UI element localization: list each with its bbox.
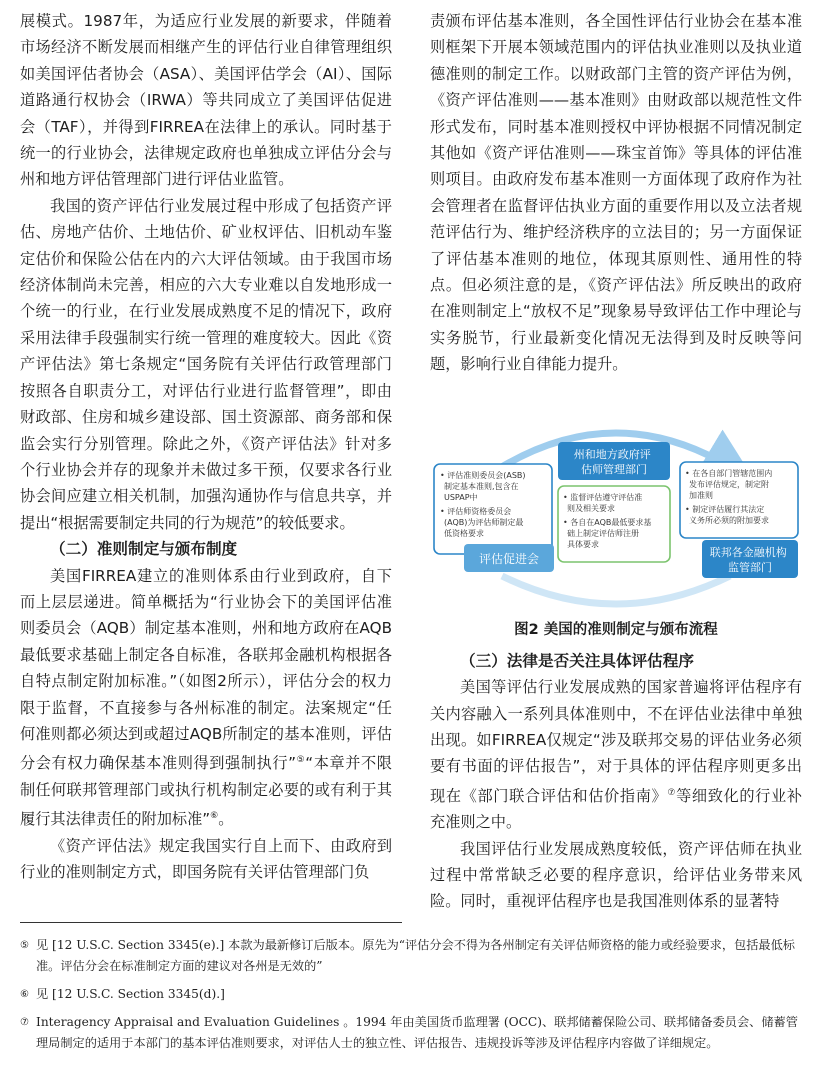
box1-line-3: USPAP中 bbox=[444, 492, 478, 502]
footnote-ref-7: ⑦ bbox=[667, 787, 677, 798]
right-column bbox=[430, 8, 802, 915]
footnote-ref-5: ⑤ bbox=[296, 755, 306, 766]
box3-line-1: • 在各自部门管辖范围内 bbox=[685, 468, 773, 478]
flow-diagram bbox=[430, 406, 802, 614]
footnote-5 bbox=[20, 935, 802, 977]
box1-line-4: • 评估师资格委员会 bbox=[440, 506, 512, 516]
box3-line-2: 发布评估规定，制定附 bbox=[689, 479, 769, 489]
section-heading-3: （三）法律是否关注具体评估程序 bbox=[460, 651, 694, 670]
left-paragraph-2: 我国的资产评估行业发展过程中形成了包括资产评估、房地产估价、土地估价、矿业权评估、旧机动车鉴定估价和保险公估在内的六大评估领域。由于我国市场经济体制尚未完善，相应的六大专业难以自发地形成一个统一的行业，在行业发展成熟度不足的情况下，政府采用法律手段强制实行统一管理的难度较大。因此《资产评估法》第七条规定“国务院有关评估行政管理部门按照各自职责分工，对评估行业进行监督管理”，即由财政部、住房和城乡建设部、国土资源部、商务部和保监会实行分别管理。除此之外，《资产评估法》针对多个行业协会并存的现象并未做过多干预，仅要求各行业协会间应建立相关机制，加强沟通协作与信息共享，并提出“根据需要制定共同的行为规范”的较低要求。 bbox=[20, 196, 392, 532]
box2-title-line-1: 州和地方政府评 bbox=[573, 447, 651, 461]
footnote-divider bbox=[20, 922, 402, 923]
box2-line-4: 础上制定评估师注册 bbox=[567, 528, 639, 538]
footnotes bbox=[20, 922, 802, 1061]
box2-title-line-2: 估师管理部门 bbox=[581, 462, 647, 476]
figure-2-diagram bbox=[430, 406, 802, 614]
left-paragraph-3-end: 。 bbox=[218, 810, 234, 829]
footnote-ref-6: ⑥ bbox=[210, 811, 219, 822]
left-column bbox=[20, 8, 392, 886]
section-heading-2: （二）准则制定与颁布制度 bbox=[50, 540, 238, 559]
figure-caption: 图2 美国的准则制定与颁布流程 bbox=[514, 621, 718, 638]
right-paragraph-2 bbox=[430, 674, 802, 836]
left-paragraph-3-text-b: “本章并不限制任何联邦管理部门或执行机构制定必要的或有利于其履行其法律责任的附加标准” bbox=[20, 754, 392, 829]
box3-label-line-1: 联邦各金融机构 bbox=[709, 545, 787, 559]
footnote-7 bbox=[20, 1012, 802, 1054]
left-paragraph-3 bbox=[20, 563, 392, 833]
box3-line-3: 加准则 bbox=[689, 490, 713, 500]
footnote-6 bbox=[20, 984, 802, 1005]
box2-line-5: 具体要求 bbox=[567, 539, 599, 549]
box2-line-2: 则及相关要求 bbox=[567, 503, 615, 513]
left-paragraph-3-text-a: 美国FIRREA建立的准则体系由行业到政府，自下而上层层递进。简单概括为“行业协会下的美国评估准则委员会（AQB）制定基本准则，州和地方政府在AQB最低要求基础上制定各自标准，各联邦金融机构根据各自特点制定附加标准。”（如图2所示），评估分会的权力限于监督，不直接参与各州标准的制定。法案规定“任何准则都必须达到或超过AQB所制定的基本准则，评估分会有权力确保基本准则得到强制执行” bbox=[20, 566, 392, 773]
box1-line-5: (AQB)为评估师制定最 bbox=[444, 517, 524, 527]
box2-line-1: • 监督评估遵守评估准 bbox=[563, 492, 643, 502]
footnote-5-text: 见 [12 U.S.C. Section 3345(e).] 本款为最新修订后版本。原先为“评估分会不得为各州制定有关评估师资格的能力或经验要求，包括最低标准。评估分会在标准制定方面的建议对各州是无效的” bbox=[36, 938, 795, 973]
footnote-7-text: Interagency Appraisal and Evaluation Guidelines 。1994 年由美国货币监理署 (OCC)、联邦储蓄保险公司、联邦储备委员会、储蓄管理局制定的适用于本部门的基本评估准则要求，对评估人士的独立性、评估报告、违规投诉等涉及评估程序内容做了详细规定。 bbox=[36, 1015, 798, 1050]
footnote-6-mark: ⑥ bbox=[20, 989, 29, 1000]
right-paragraph-2-text-a: 美国等评估行业发展成熟的国家普遍将评估程序有关内容融入一系列具体准则中，不在评估业法律中单独出现。如FIRREA仅规定“涉及联邦交易的评估业务必须要有书面的评估报告”，对于具体的评估程序则更多出现在《部门联合评估和估价指南》 bbox=[430, 678, 802, 805]
cycle-arrow-bottom bbox=[502, 576, 730, 604]
box1-line-1: • 评估准则委员会(ASB) bbox=[440, 470, 526, 480]
left-paragraph-1: 展模式。1987年，为适应行业发展的新要求，伴随着市场经济不断发展而相继产生的评估行业自律管理组织如美国评估者协会（ASA）、美国评估学会（AI）、国际道路通行权协会（IRWA）等共同成立了美国评估促进会（TAF），并得到FIRREA在法律上的承认。同时基于统一的行业协会，法律规定政府也单独成立评估分会与州和地方评估管理部门进行评估业监管。 bbox=[20, 12, 392, 189]
box3-label-line-2: 监管部门 bbox=[728, 560, 772, 574]
box1-line-2: 制定基本准则,包含在 bbox=[444, 481, 519, 491]
right-paragraph-3: 我国评估行业发展成熟度较低，资产评估师在执业过程中常常缺乏必要的程序意识，给评估业务带来风险。同时，重视评估程序也是我国准则体系的显著特 bbox=[430, 839, 802, 911]
label-taf: 评估促进会 bbox=[478, 551, 540, 566]
right-paragraph-2-text-b: 等细致化的行业补充准则之中。 bbox=[430, 786, 803, 832]
box2-line-3: • 各自在AQB最低要求基 bbox=[563, 517, 652, 527]
right-paragraph-1: 责颁布评估基本准则，各全国性评估行业协会在基本准则框架下开展本领域范围内的评估执业准则以及执业道德准则的制定工作。以财政部门主管的资产评估为例，《资产评估准则——基本准则》由财政部以规范性文件形式发布，同时基本准则授权中评协根据不同情况制定其他如《资产评估准则——珠宝首饰》等具体的评估准则项目。由政府发布基本准则一方面体现了政府作为社会管理者在监督评估执业方面的重要作用以及立法者规范评估行为、维护经济秩序的立法目的；另一方面保证了评估基本准则的地位，体现其原则性、通用性的特点。但必须注意的是，《资产评估法》所反映出的政府在准则制定上“放权不足”现象易导致评估工作中理论与实务脱节，行业最新变化情况无法得到及时反映等问题，影响行业自律能力提升。 bbox=[430, 12, 802, 374]
box1-line-6: 低资格要求 bbox=[444, 528, 484, 538]
box3-line-5: 义务所必须的附加要求 bbox=[689, 515, 769, 525]
left-paragraph-4: 《资产评估法》规定我国实行自上而下、由政府到行业的准则制定方式，即国务院有关评估管理部门负 bbox=[20, 836, 392, 882]
footnote-5-mark: ⑤ bbox=[20, 940, 29, 951]
footnote-6-text: 见 [12 U.S.C. Section 3345(d).] bbox=[36, 987, 225, 1001]
footnote-7-mark: ⑦ bbox=[20, 1017, 29, 1028]
box3-line-4: • 制定评估履行其法定 bbox=[685, 504, 765, 514]
